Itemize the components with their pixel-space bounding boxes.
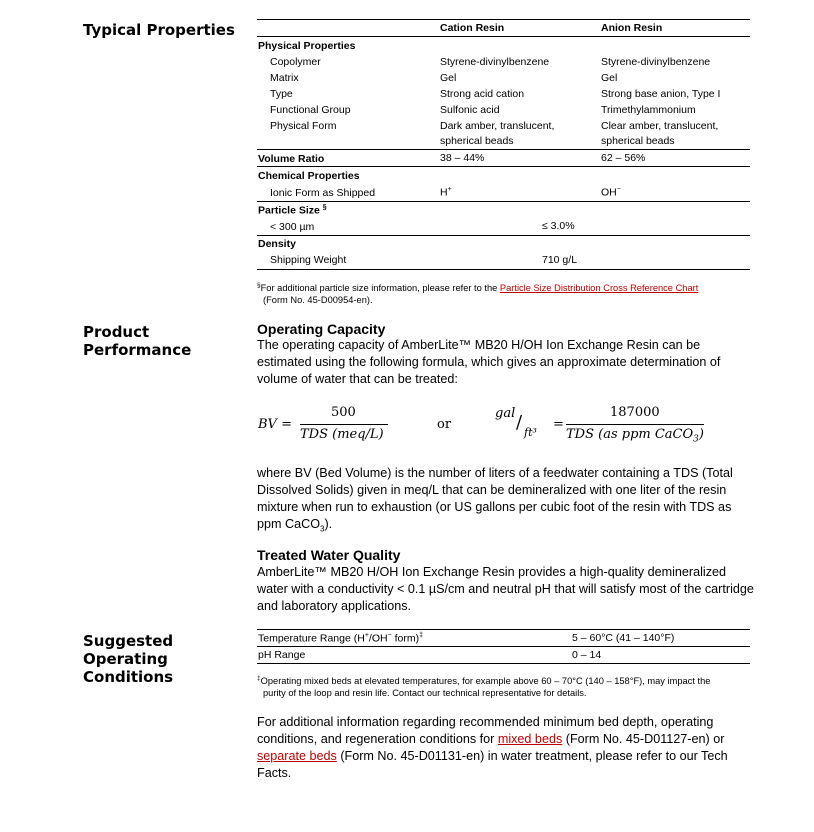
ion-symbol: OH (601, 186, 617, 199)
cell-value: spherical beads (440, 135, 514, 147)
cell-value: Strong acid cation (440, 88, 525, 100)
paragraph-text: (Form No. 45-D01131-en) in water treatment, please refer to our Tech Facts. (257, 749, 728, 780)
cell-value: Gel (601, 72, 618, 84)
fraction-bar (566, 424, 704, 425)
formula-denominator: TDS (meq/L) (300, 427, 384, 442)
formula-bv: BV = (258, 417, 292, 432)
section-suggested-operating-conditions (83, 632, 173, 686)
cell-value (601, 186, 621, 199)
section-label-line: Performance (83, 341, 192, 359)
row-label: Physical Form (270, 120, 337, 132)
section-typical-properties: Typical Properties (83, 21, 235, 39)
cell-value: Styrene-divinylbenzene (440, 56, 550, 68)
group-particle-size (258, 204, 327, 217)
cell-value: 62 – 56% (601, 152, 646, 164)
row-label: Ionic Form as Shipped (270, 187, 376, 199)
cell-value: Gel (440, 72, 457, 84)
cell-value: Styrene-divinylbenzene (601, 56, 711, 68)
formula-equals: = (553, 417, 564, 432)
group-chemical-properties: Chemical Properties (258, 170, 360, 182)
formula-slash: / (516, 412, 523, 433)
formula-ft3: ft³ (524, 426, 537, 439)
row-temperature-range (258, 632, 423, 645)
footnote-marker: § (322, 204, 327, 211)
cell-value: 710 g/L (542, 254, 578, 266)
particle-size-chart-link[interactable]: Particle Size Distribution Cross Reference Chart (499, 283, 699, 294)
paragraph-text: For additional information regarding recommended minimum bed depth, operating conditions, and regeneration conditions for (257, 715, 714, 746)
section-label-line: Operating (83, 650, 168, 668)
superscript: − (387, 632, 392, 639)
group-density: Density (258, 238, 296, 250)
table-rule (257, 201, 750, 202)
separate-beds-link[interactable]: separate beds (257, 749, 337, 763)
section-label-line: Suggested (83, 632, 174, 650)
formula-text: ) (698, 427, 704, 442)
table-rule (257, 629, 750, 630)
mixed-beds-link[interactable]: mixed beds (497, 732, 563, 746)
fraction-bar (300, 424, 388, 425)
row-ph-range: pH Range (258, 649, 306, 661)
row-label: Matrix (270, 72, 299, 84)
row-label: < 300 µm (270, 221, 315, 233)
section-label-line: Product (83, 323, 150, 341)
footnote-text: purity of the loop and resin life. Contact our technical representative for details. (263, 688, 587, 699)
table-rule (257, 646, 750, 647)
heading-operating-capacity: Operating Capacity (257, 321, 386, 337)
table-rule (257, 269, 750, 270)
table-rule (257, 235, 750, 236)
cell-value: spherical beads (601, 135, 675, 147)
row-label: Shipping Weight (270, 254, 347, 266)
paragraph-capacity-intro: The operating capacity of AmberLite™ MB20 H/OH Ion Exchange Resin can be estimated using the following formula, which gives an approximate determination of volume of water that can be treated: (257, 338, 721, 386)
cell-value: Strong base anion, Type I (601, 88, 721, 100)
cell-value: 0 – 14 (572, 649, 602, 661)
formula-gal: gal (495, 406, 516, 421)
row-label: Functional Group (270, 104, 351, 116)
row-volume-ratio: Volume Ratio (258, 153, 325, 165)
footnote-text: For additional particle size information, please refer to the (260, 283, 500, 294)
cell-value: 5 – 60°C (41 – 140°F) (572, 632, 675, 644)
cell-value: Trimethylammonium (601, 104, 696, 116)
cell-value: ≤ 3.0% (542, 220, 575, 232)
subscript: 3 (320, 524, 325, 534)
footnote-marker: ‡ (257, 675, 261, 682)
group-label: Particle Size (258, 204, 320, 217)
column-header-anion: Anion Resin (601, 22, 663, 34)
footnote-temperature (257, 673, 757, 699)
paragraph-text: (Form No. 45-D01127-en) or (562, 732, 725, 746)
group-physical-properties: Physical Properties (258, 40, 356, 52)
row-label: form) (391, 632, 420, 645)
section-product-performance (83, 323, 191, 359)
paragraph-text: where BV (Bed Volume) is the number of liters of a feedwater containing a TDS (Total Dissolved Solids) given in meq/L that can be demineralized with one liter of the resin mixture when run to exhaustion (or US gallons per cubic foot of the resin with TDS as ppm CaCO (257, 466, 733, 531)
table-rule (257, 166, 750, 167)
table-rule (257, 149, 750, 150)
paragraph-bv-definition (257, 465, 757, 538)
paragraph-text: ). (324, 517, 333, 531)
heading-treated-water-quality: Treated Water Quality (257, 547, 401, 563)
row-label: Temperature Range (H (258, 632, 365, 645)
formula-numerator: 500 (331, 405, 356, 420)
cell-value: Clear amber, translucent, (601, 120, 719, 132)
row-label: Copolymer (270, 56, 321, 68)
footnote-particle-size (257, 280, 757, 306)
ion-symbol: H (440, 186, 448, 199)
formula-subscript: 3 (693, 434, 699, 445)
table-rule (257, 663, 750, 664)
footnote-marker: § (257, 282, 261, 289)
section-label-line: Conditions (83, 668, 174, 686)
ion-charge: + (447, 186, 452, 193)
superscript: + (364, 632, 369, 639)
paragraph-additional-info (257, 714, 757, 782)
cell-value: 38 – 44% (440, 152, 485, 164)
cell-value: Dark amber, translucent, (440, 120, 555, 132)
formula-numerator: 187000 (610, 405, 660, 420)
cell-value: Sulfonic acid (440, 104, 500, 116)
footnote-text: Operating mixed beds at elevated temperatures, for example above 60 – 70°C (140 – 158°F), may impact the (260, 676, 711, 687)
table-rule (257, 19, 750, 20)
paragraph-water-quality: AmberLite™ MB20 H/OH Ion Exchange Resin provides a high-quality demineralized water with a conductivity < 0.1 µS/cm and neutral pH that will satisfy most of the cartridge and laboratory applications. (257, 565, 754, 613)
formula-denominator (566, 427, 704, 445)
column-header-cation: Cation Resin (440, 22, 505, 34)
cell-value (440, 186, 452, 199)
formula-text: TDS (as ppm CaCO (566, 427, 694, 442)
table-rule (257, 36, 750, 37)
ion-charge: − (616, 186, 621, 193)
footnote-marker: ‡ (419, 632, 423, 639)
footnote-text: (Form No. 45-D00954-en). (263, 295, 373, 306)
formula-or: or (437, 417, 452, 432)
row-label: Type (270, 88, 293, 100)
row-label: /OH (368, 632, 388, 645)
